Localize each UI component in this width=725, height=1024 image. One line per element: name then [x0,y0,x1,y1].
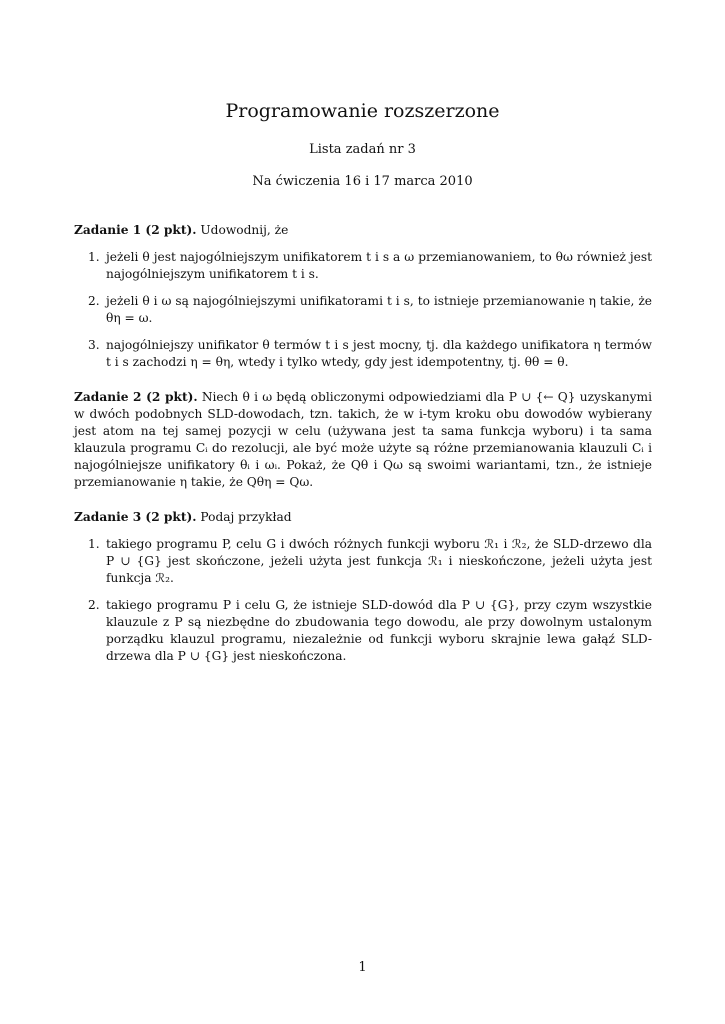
list-item [74,536,652,587]
exercise-date: Na ćwiczenia 16 i 17 marca 2010 [252,174,473,189]
task-2-text: Niech θ i ω będą obliczonymi odpowiedziami dla P ∪ {← Q} uzyskanymi w dwóch podobnych SLD-dowodach, tzn. takich, że w i-tym kroku obu dowodów wybierany jest atom na tej samej pozycji w celu (używana jest ta sama funkcja wyboru) i ta sama klauzula programu Cᵢ do rezolucji, ale być może użyte są różne przemianowania klauzuli Cᵢ i najogólniejsze unifikatory θᵢ i ωᵢ. Pokaż, że Qθ i Qω są swoimi wariantami, tzn., że istnieje przemianowanie η takie, że Qθη = Qω. [74,390,652,489]
page-number: 1 [358,960,367,975]
item-text: takiego programu P i celu G, że istnieje SLD-dowód dla P ∪ {G}, przy czym wszystkie klauzule z P są niezbędne do zbudowania tego dowodu, ale przy dowolnym ustalonym porządku klauzul programu, niezależnie od funkcji wyboru skrajnie lewa gałąź SLD-drzewa dla P ∪ {G} jest nieskończona. [106,598,652,663]
task-2-paragraph [74,389,652,491]
task-2-heading: Zadanie 2 (2 pkt). [74,390,198,404]
task-1-heading: Zadanie 1 (2 pkt). [74,223,197,237]
task-2 [74,389,652,491]
item-number: 1. [88,537,100,551]
task-3-intro: Podaj przykład [200,510,292,524]
task-3-header [74,509,652,526]
item-number: 2. [88,598,100,612]
item-text: takiego programu P, celu G i dwóch różnych funkcji wyboru ℛ₁ i ℛ₂, że SLD-drzewo dla P ∪ {G} jest skończone, jeżeli użyta jest funkcja ℛ₁ i nieskończone, jeżeli użyta jest funkcja ℛ₂. [106,537,652,585]
list-item [74,337,652,371]
task-1 [74,222,652,381]
item-number: 1. [88,250,100,264]
document-title: Programowanie rozszerzone [225,100,500,122]
list-subtitle: Lista zadań nr 3 [309,142,416,157]
item-number: 3. [88,338,100,352]
task-1-header [74,222,652,239]
item-text: jeżeli θ i ω są najogólniejszymi unifikatorami t i s, to istnieje przemianowanie η takie, że θη = ω. [106,294,652,325]
task-3 [74,509,652,675]
task-3-heading: Zadanie 3 (2 pkt). [74,510,197,524]
item-text: jeżeli θ jest najogólniejszym unifikatorem t i s a ω przemianowaniem, to θω również jest najogólniejszym unifikatorem t i s. [106,250,652,281]
task-1-list [74,249,652,371]
task-1-intro: Udowodnij, że [200,223,289,237]
item-number: 2. [88,294,100,308]
list-item [74,597,652,665]
list-item [74,293,652,327]
list-item [74,249,652,283]
item-text: najogólniejszy unifikator θ termów t i s jest mocny, tj. dla każdego unifikatora η termów t i s zachodzi η = θη, wtedy i tylko wtedy, gdy jest idempotentny, tj. θθ = θ. [106,338,652,369]
task-3-list [74,536,652,665]
